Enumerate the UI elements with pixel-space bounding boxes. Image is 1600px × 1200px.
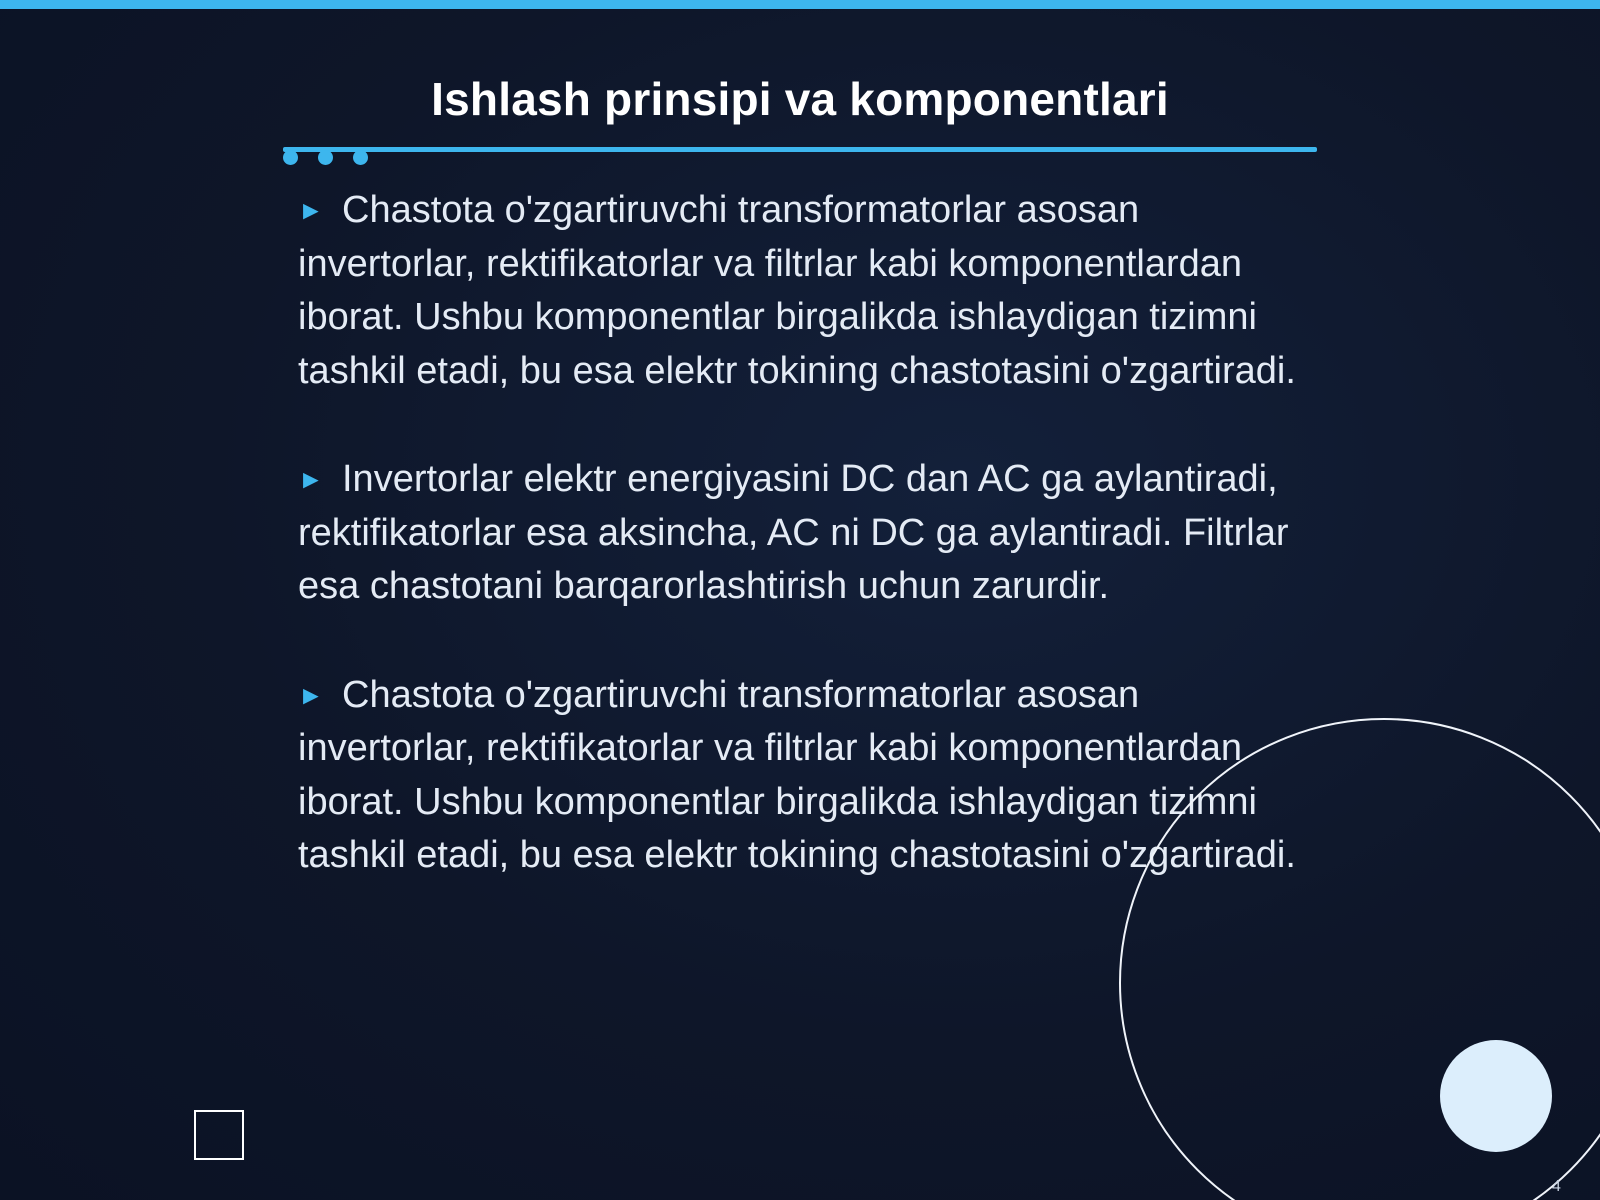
bullet-item [298,184,1308,398]
slide-title: Ishlash prinsipi va komponentlari [431,73,1169,125]
bullet-text: Chastota o'zgartiruvchi transformatorlar asosan invertorlar, rektifikatorlar va filtrlar kabi komponentlardan iborat. Ushbu komponentlar birgalikda ishlaydigan tizimni tashkil etadi, bu esa elektr tokining chastotasini o'zgartiradi. [298,189,1296,392]
triangle-bullet-icon: ► [298,195,324,225]
decor-dot [353,150,368,165]
bullet-text: Chastota o'zgartiruvchi transformatorlar asosan invertorlar, rektifikatorlar va filtrlar kabi komponentlardan iborat. Ushbu komponentlar birgalikda ishlaydigan tizimni tashkil etadi, bu esa elektr tokining chastotasini o'zgartiradi. [298,673,1296,876]
page-number: 4 [1552,1178,1561,1195]
decor-square-outline [194,1110,244,1160]
triangle-bullet-icon: ► [298,464,324,494]
top-accent-bar [0,0,1600,9]
decor-dot [318,150,333,165]
decor-circle-filled [1440,1040,1552,1152]
triangle-bullet-icon: ► [298,679,324,710]
decor-dot [283,150,298,165]
bullet-text: Invertorlar elektr energiyasini DC dan AC ga aylantiradi, rektifikatorlar esa aksincha, AC ni DC ga aylantiradi. Filtrlar esa chastotani barqarorlashtirish uchun zarurdir. [298,458,1289,607]
title-underline [283,147,1317,152]
bullet-item [298,453,1308,614]
bullet-list [298,184,1308,938]
